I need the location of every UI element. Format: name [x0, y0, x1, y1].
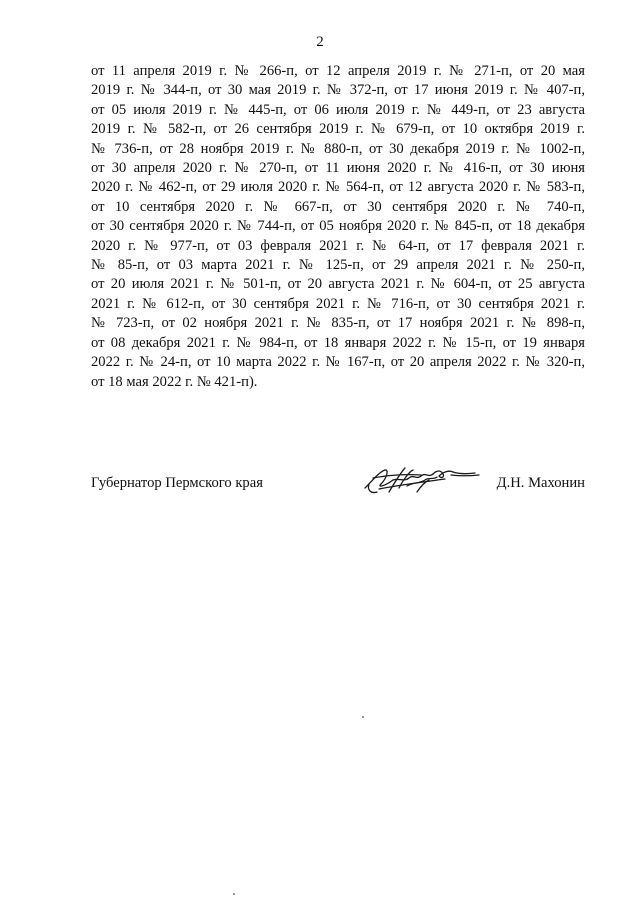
signatory-title: Губернатор Пермского края: [91, 475, 263, 491]
body-line: 2019 г. № 582-п, от 26 сентября 2019 г. № 679-п, от 10 октября 2019 г.: [91, 121, 585, 138]
page-number: 2: [316, 34, 324, 50]
scan-speck: [233, 893, 235, 895]
body-line: № 85-п, от 03 марта 2021 г. № 125-п, от 29 апреля 2021 г. № 250-п,: [91, 257, 585, 274]
body-line: № 736-п, от 28 ноября 2019 г. № 880-п, от 30 декабря 2019 г. № 1002-п,: [91, 140, 585, 157]
body-line: от 20 июля 2021 г. № 501-п, от 20 августа 2021 г. № 604-п, от 25 августа: [91, 276, 585, 293]
body-line: 2022 г. № 24-п, от 10 марта 2022 г. № 167-п, от 20 апреля 2022 г. № 320-п,: [91, 354, 585, 371]
body-line: 2020 г. № 977-п, от 03 февраля 2021 г. № 64-п, от 17 февраля 2021 г.: [91, 237, 585, 254]
handwritten-signature: [359, 458, 484, 502]
body-text: [91, 62, 585, 392]
body-line: от 18 мая 2022 г. № 421-п).: [91, 373, 258, 390]
scan-speck: [362, 716, 364, 718]
body-line: № 723-п, от 02 ноября 2021 г. № 835-п, от 17 ноября 2021 г. № 898-п,: [91, 315, 585, 332]
body-line: 2019 г. № 344-п, от 30 мая 2019 г. № 372-п, от 17 июня 2019 г. № 407-п,: [91, 82, 585, 99]
signature-row: [91, 472, 585, 502]
signatory-name: Д.Н. Махонин: [496, 475, 585, 491]
body-line: 2021 г. № 612-п, от 30 сентября 2021 г. № 716-п, от 30 сентября 2021 г.: [91, 295, 585, 312]
body-line: от 10 сентября 2020 г. № 667-п, от 30 сентября 2020 г. № 740-п,: [91, 198, 585, 215]
body-line: от 08 декабря 2021 г. № 984-п, от 18 января 2022 г. № 15-п, от 19 января: [91, 334, 585, 351]
body-line: 2020 г. № 462-п, от 29 июля 2020 г. № 564-п, от 12 августа 2020 г. № 583-п,: [91, 179, 585, 196]
body-line: от 11 апреля 2019 г. № 266-п, от 12 апреля 2019 г. № 271-п, от 20 мая: [91, 63, 585, 79]
body-line: от 30 сентября 2020 г. № 744-п, от 05 ноября 2020 г. № 845-п, от 18 декабря: [91, 218, 585, 235]
body-line: от 05 июля 2019 г. № 445-п, от 06 июля 2019 г. № 449-п, от 23 августа: [91, 101, 585, 118]
body-line: от 30 апреля 2020 г. № 270-п, от 11 июня 2020 г. № 416-п, от 30 июня: [91, 160, 585, 177]
